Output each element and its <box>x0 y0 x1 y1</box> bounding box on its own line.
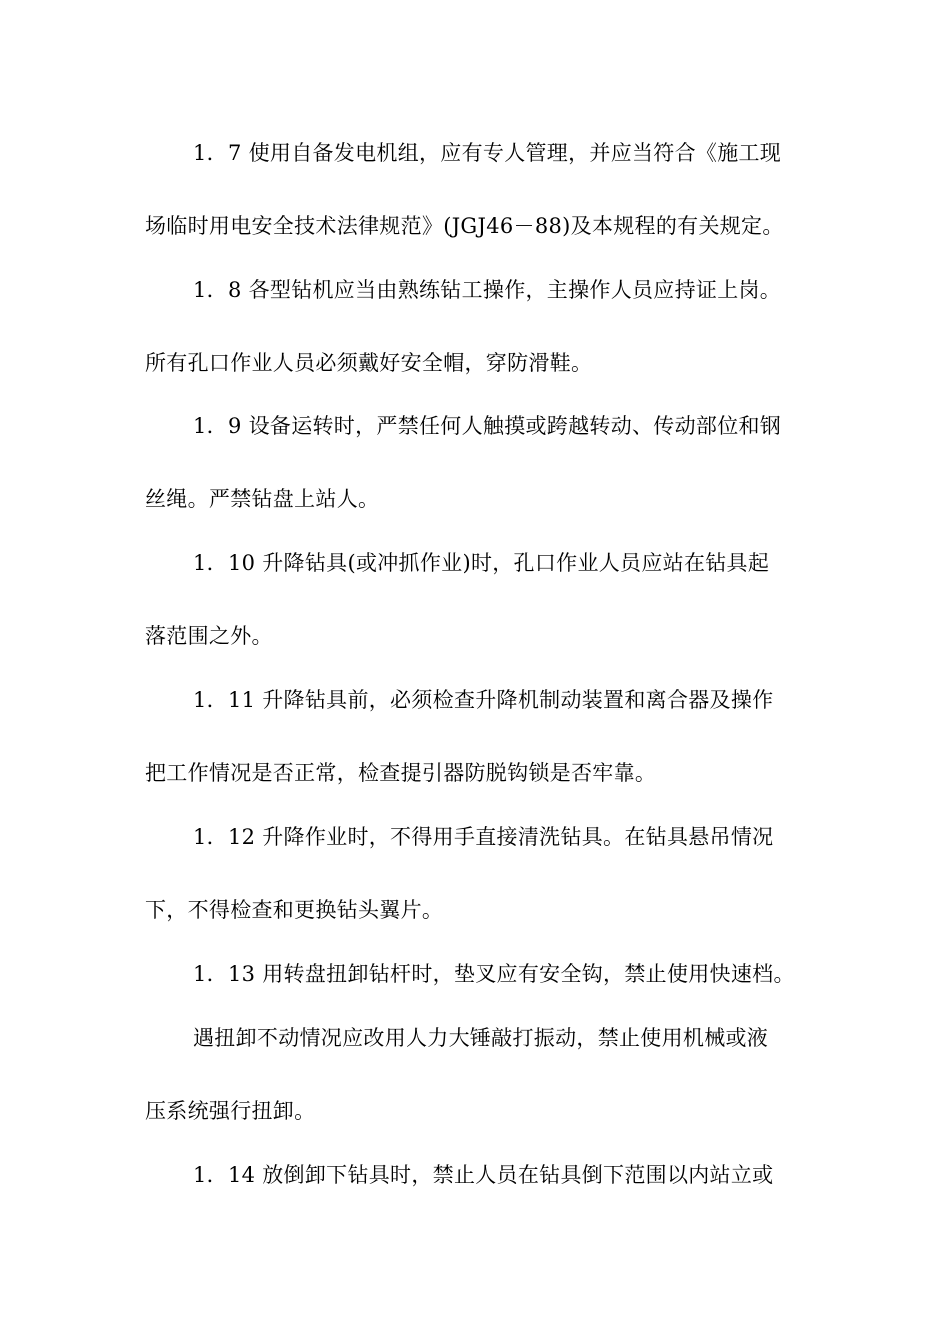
text-line: 压系统强行扭卸。 <box>145 1099 316 1123</box>
text-line: 把工作情况是否正常，检查提引器防脱钩锁是否牢靠。 <box>145 761 657 785</box>
text-line: 1．8 各型钻机应当由熟练钻工操作，主操作人员应持证上岗。 <box>193 278 782 302</box>
text-line: 所有孔口作业人员必须戴好安全帽，穿防滑鞋。 <box>145 351 593 375</box>
text-line: 场临时用电安全技术法律规范》(JGJ46－88)及本规程的有关规定。 <box>145 214 784 238</box>
text-line: 下，不得检查和更换钻头翼片。 <box>145 898 444 922</box>
text-line: 1．12 升降作业时，不得用手直接清洗钻具。在钻具悬吊情况 <box>193 825 774 849</box>
text-line: 落范围之外。 <box>145 624 273 648</box>
text-line: 遇扭卸不动情况应改用人力大锤敲打振动，禁止使用机械或液 <box>193 1026 769 1050</box>
text-line: 1．9 设备运转时，严禁任何人触摸或跨越转动、传动部位和钢 <box>193 414 782 438</box>
text-line: 1．7 使用自备发电机组，应有专人管理，并应当符合《施工现 <box>193 141 782 165</box>
text-line: 1．13 用转盘扭卸钻杆时，垫叉应有安全钩，禁止使用快速档。 <box>193 962 795 986</box>
text-line: 1．11 升降钻具前，必须检查升降机制动装置和离合器及操作 <box>193 688 774 712</box>
text-line: 丝绳。严禁钻盘上站人。 <box>145 487 380 511</box>
text-line: 1．10 升降钻具(或冲抓作业)时，孔口作业人员应站在钻具起 <box>193 551 770 575</box>
text-line: 1．14 放倒卸下钻具时，禁止人员在钻具倒下范围以内站立或 <box>193 1163 774 1187</box>
